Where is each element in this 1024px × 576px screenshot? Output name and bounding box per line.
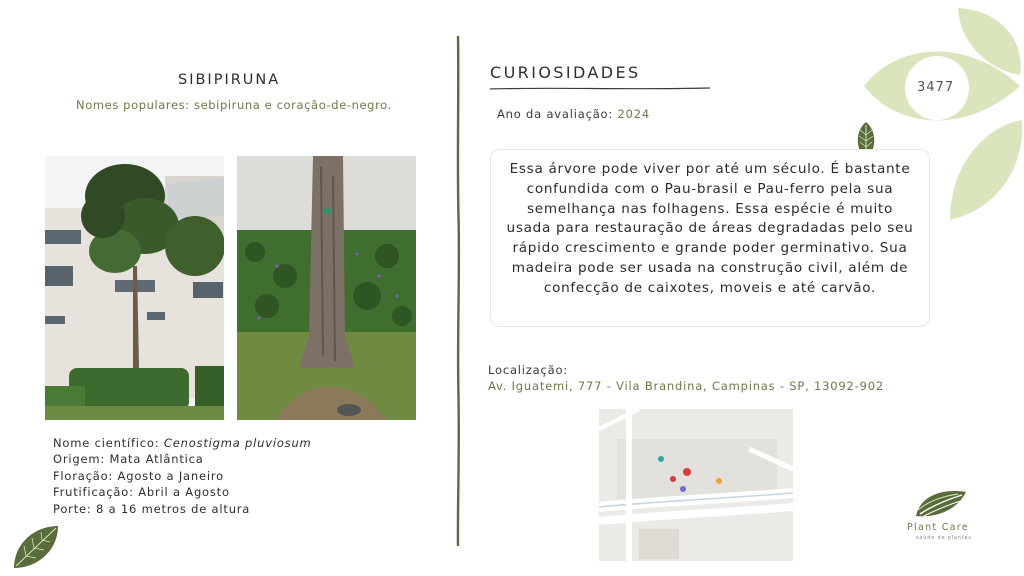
curiosities-title: CURIOSIDADES xyxy=(490,63,641,82)
year-label: Ano da avaliação: xyxy=(497,107,614,121)
fact-origin: Origem: Mata Atlântica xyxy=(53,452,204,467)
map-pin-icon xyxy=(683,468,691,476)
vertical-divider xyxy=(452,36,464,546)
plant-id-badge: 3477 xyxy=(917,80,955,95)
popular-names: Nomes populares: sebipiruna e coração-de-negro. xyxy=(76,98,392,112)
location-map[interactable] xyxy=(599,409,793,561)
title-underline xyxy=(490,86,710,91)
map-pin-icon xyxy=(670,476,676,482)
fact-flowering: Floração: Agosto a Janeiro xyxy=(53,468,224,483)
location-label: Localização: xyxy=(488,363,568,377)
map-pin-icon xyxy=(716,478,722,484)
plant-care-logo xyxy=(912,486,970,520)
brand-name: Plant Care xyxy=(907,522,969,533)
scientific-name-label: Nome científico: xyxy=(53,436,160,450)
map-pin-icon xyxy=(658,456,664,462)
year-value: 2024 xyxy=(617,107,651,121)
curiosities-text: Essa árvore pode viver por até um século. É bastante confundida com o Pau-brasil e Pau-ferro pela sua semelhança nas folhagens. Essa espécie é muito usada para restauração de áreas degradadas pelo seu rápido crescimento e grande poder germinativo. Sua madeira pode ser usada na construção civil, além de confecção de caixotes, moveis e até carvão. xyxy=(506,161,914,296)
brand-tagline: saúde de plantas xyxy=(916,535,972,541)
scientific-name-value: Cenostigma pluviosum xyxy=(163,436,312,450)
map-pin-icon xyxy=(680,486,686,492)
location-address: Av. Iguatemi, 777 - Vila Brandina, Campinas - SP, 13092-902 xyxy=(488,379,884,393)
tree-photo-trunk xyxy=(237,156,416,420)
leaf-shape xyxy=(950,120,1022,220)
curiosities-card xyxy=(490,149,930,327)
plant-facts xyxy=(53,435,312,517)
fact-size: Porte: 8 a 16 metros de altura xyxy=(53,501,251,516)
tree-photo-building xyxy=(45,156,224,420)
evaluation-year xyxy=(497,107,650,121)
fact-scientific-name xyxy=(53,435,312,451)
fact-fruiting: Frutificação: Abril a Agosto xyxy=(53,485,230,500)
decorative-leaf-bottom-left xyxy=(10,522,62,572)
plant-title: SIBIPIRUNA xyxy=(178,72,281,88)
